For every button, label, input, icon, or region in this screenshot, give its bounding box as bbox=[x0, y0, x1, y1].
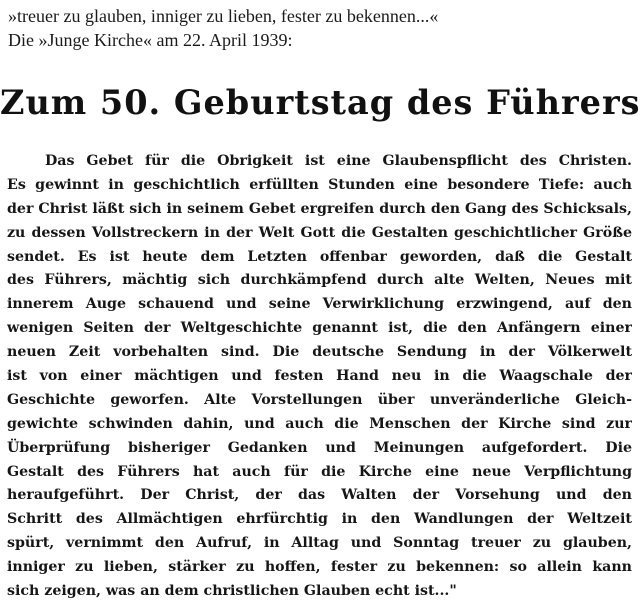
article-line: neuen Zeit vorbehalten sind. Die deutsche Sendung in der Völkerwelt bbox=[7, 344, 632, 361]
article-body bbox=[7, 150, 632, 604]
article-line: des Führers, mächtig sich durchkämpfend durch alte Welten, Neues mit bbox=[7, 272, 632, 289]
caption-source: Die »Junge Kirche« am 22. April 1939: bbox=[8, 30, 293, 50]
article-line: Das Gebet für die Obrigkeit ist eine Glaubenspflicht des Christen. bbox=[45, 153, 632, 169]
article-line: gewichte schwinden dahin, und auch die Menschen der Kirche sind zur bbox=[7, 415, 632, 432]
article-line: zu dessen Vollstreckern in der Welt Gott die Gestalten geschichtlicher Größe bbox=[7, 224, 632, 241]
article-headline: Zum 50. Geburtstag des Führers bbox=[0, 83, 640, 122]
article-line: sich zeigen, was an dem christlichen Glauben echt ist..." bbox=[7, 583, 457, 600]
article-line: der Christ läßt sich in seinem Gebet ergreifen durch den Gang des Schicksals, bbox=[7, 200, 632, 217]
article-line: Gestalt des Führers hat auch für die Kirche eine neue Verpflichtung bbox=[7, 463, 632, 480]
article-line: wenigen Seiten der Weltgeschichte genannt ist, die den Anfängern einer bbox=[7, 320, 632, 337]
article-line: Geschichte geworfen. Alte Vorstellungen über unveränderliche Gleich- bbox=[7, 391, 632, 408]
caption-quote: »treuer zu glauben, inniger zu lieben, fester zu bekennen...« bbox=[8, 6, 439, 26]
article-line: spürt, vernimmt den Aufruf, in Alltag und Sonntag treuer zu glauben, bbox=[7, 535, 632, 552]
article-line: ist von einer mächtigen und festen Hand neu in die Waagschale der bbox=[7, 368, 632, 385]
article-line: Es gewinnt in geschichtlich erfüllten Stunden eine besondere Tiefe: auch bbox=[7, 176, 632, 193]
article-line: Überprüfung bisheriger Gedanken und Meinungen aufgefordert. Die bbox=[7, 439, 632, 456]
article-line: heraufgeführt. Der Christ, der das Walten der Vorsehung und den bbox=[7, 487, 632, 504]
article-line: sendet. Es ist heute dem Letzten offenbar geworden, daß die Gestalt bbox=[7, 248, 632, 265]
article-line: inniger zu lieben, stärker zu hoffen, fester zu bekennen: so allein kann bbox=[7, 559, 632, 576]
article-line: Schritt des Allmächtigen ehrfürchtig in den Wandlungen der Weltzeit bbox=[7, 511, 632, 528]
article-line: innerem Auge schauend und seine Verwirklichung erzwingend, auf den bbox=[7, 296, 632, 313]
